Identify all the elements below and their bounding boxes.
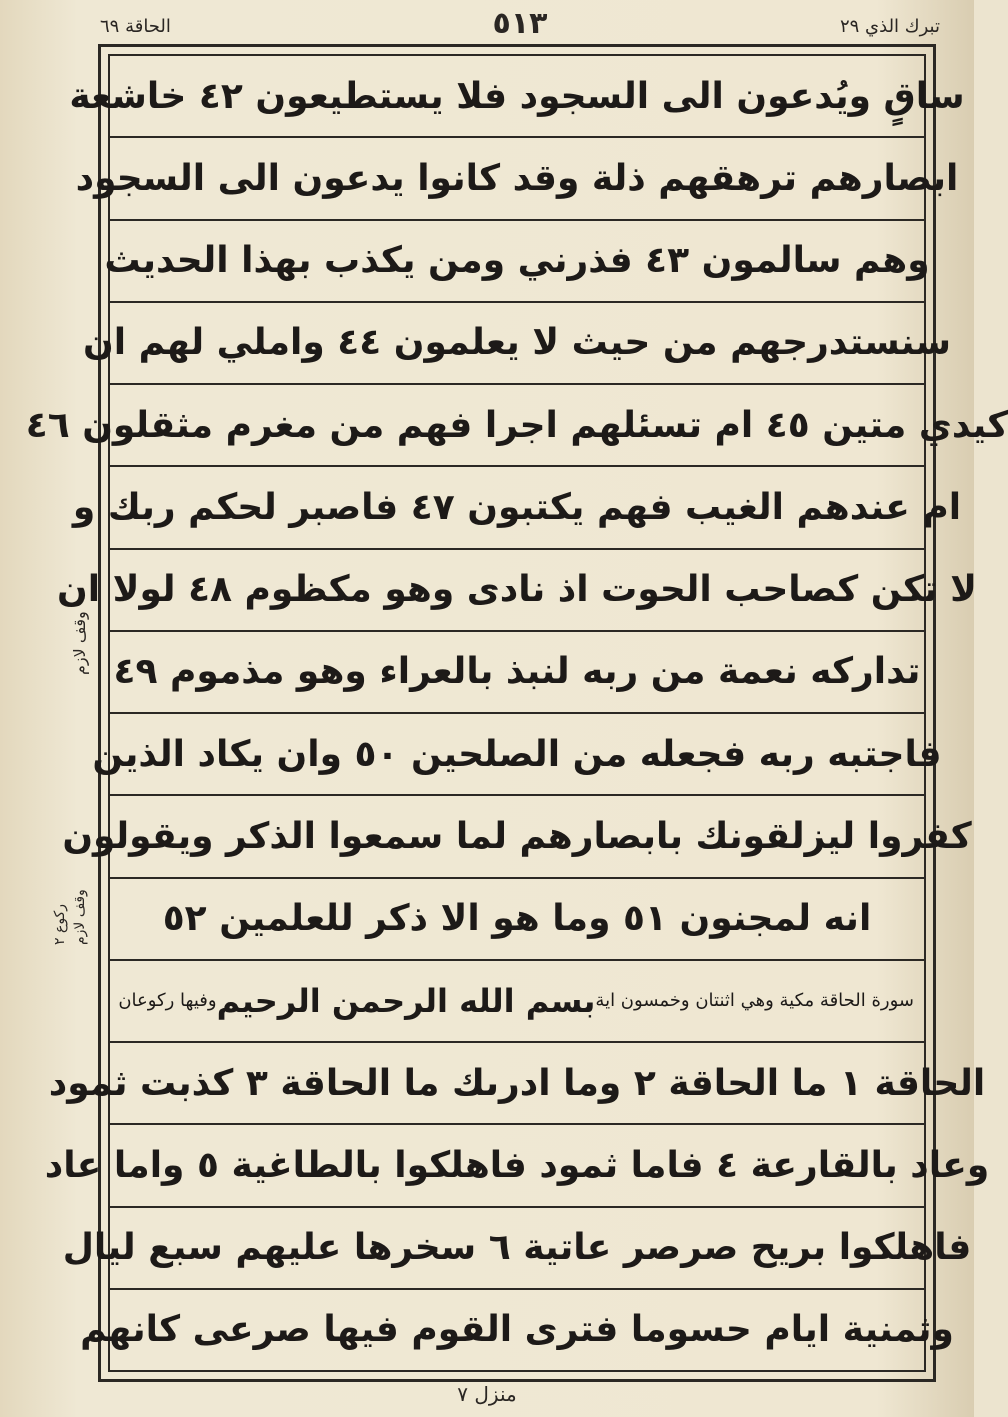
- margin-note-ruku: ركوع ٢: [52, 904, 68, 945]
- text-line-15: وثمنية ايام حسوما فترى القوم فيها صرعى كانهم: [80, 1309, 954, 1351]
- margin-note-waqf: وقف لازم: [70, 611, 89, 675]
- text-line-12: الحاقة ١ ما الحاقة ٢ وما ادرىك ما الحاقة ٣ كذبت ثمود: [110, 1043, 924, 1125]
- page-number: ٥١٣: [492, 6, 548, 41]
- text-line-11: انه لمجنون ٥١ وما هو الا ذكر للعلمين ٥٢: [110, 879, 924, 961]
- text-line-4: سنستدرجهم من حيث لا يعلمون ٤٤ واملي لهم ان: [110, 303, 924, 385]
- manzil-marker: منزل ٧: [457, 1382, 517, 1406]
- page-header: [100, 6, 940, 46]
- text-line-14: فاهلكوا بريح صرصر عاتية ٦ سخرها عليهم سبع ليال: [110, 1208, 924, 1290]
- text-line-6: ام عندهم الغيب فهم يكتبون ٤٧ فاصبر لحكم ربك و: [110, 467, 924, 549]
- text-line-5: كيدي متين ٤٥ ام تسئلهم اجرا فهم من مغرم مثقلون ٤٦: [110, 385, 924, 467]
- text-line-8: تداركه نعمة من ربه لنبذ بالعراء وهو مذموم ٤٩: [110, 632, 924, 714]
- surah-rukus: وفيها ركوعان: [118, 990, 217, 1012]
- surah-title: سورة الحاقة مكية وهي اثنتان وخمسون اية: [595, 990, 914, 1012]
- header-surah-name: الحاقة ٦٩: [100, 16, 171, 37]
- text-line-13: وعاد بالقارعة ٤ فاما ثمود فاهلكوا بالطاغية ٥ واما عاد: [110, 1125, 924, 1207]
- text-line-3: وهم سالمون ٤٣ فذرني ومن يكذب بهذا الحديث: [110, 221, 924, 303]
- text-line-9: فاجتبه ربه فجعله من الصلحين ٥٠ وان يكاد الذين: [110, 714, 924, 796]
- surah-header: [110, 961, 924, 1043]
- margin-note-waqf-2: وقف لازم: [72, 889, 88, 945]
- header-para-name: تبرك الذي ٢٩: [839, 16, 940, 37]
- text-line-2: ابصارهم ترهقهم ذلة وقد كانوا يدعون الى السجود: [110, 138, 924, 220]
- bismillah: بسم الله الرحمن الرحيم: [216, 981, 596, 1020]
- text-line-7: لا تكن كصاحب الحوت اذ نادى وهو مكظوم ٤٨ لولا ان: [110, 550, 924, 632]
- text-line-1: ساقٍ ويُدعون الى السجود فلا يستطيعون ٤٢ خاشعة: [110, 56, 924, 138]
- text-line-10: كفروا ليزلقونك بابصارهم لما سمعوا الذكر ويقولون: [110, 796, 924, 878]
